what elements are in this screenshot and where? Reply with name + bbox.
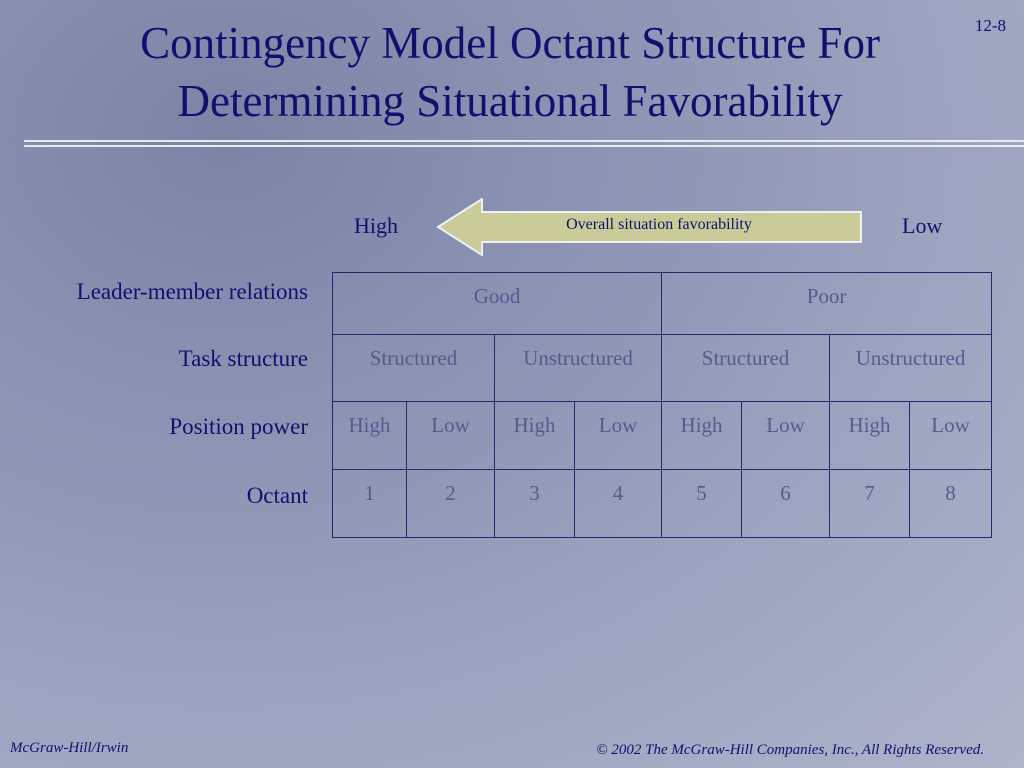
table-cell: Low bbox=[575, 402, 662, 470]
favorability-arrow-label: Overall situation favorability bbox=[566, 216, 752, 233]
table-cell: 6 bbox=[742, 470, 830, 538]
table-cell: 4 bbox=[575, 470, 662, 538]
title-line-2: Determining Situational Favorability bbox=[177, 76, 843, 126]
table-cell: Poor bbox=[662, 273, 992, 335]
table-cell: Structured bbox=[662, 335, 830, 402]
slide-title bbox=[30, 14, 990, 130]
table-cell: Structured bbox=[333, 335, 495, 402]
table-cell: 5 bbox=[662, 470, 742, 538]
footer-copyright: © 2002 The McGraw-Hill Companies, Inc., All Rights Reserved. bbox=[596, 742, 984, 758]
row-label-position-power: Position power bbox=[169, 414, 308, 439]
octant-table bbox=[332, 272, 992, 538]
favorability-low-label: Low bbox=[902, 213, 943, 238]
table-cell: Low bbox=[407, 402, 495, 470]
table-cell: High bbox=[830, 402, 910, 470]
row-label-leader-member: Leader-member relations bbox=[76, 279, 308, 304]
table-cell: 3 bbox=[495, 470, 575, 538]
table-cell: Unstructured bbox=[830, 335, 992, 402]
title-divider-bottom bbox=[24, 145, 1024, 147]
table-cell: 1 bbox=[333, 470, 407, 538]
table-row-leader-member bbox=[333, 273, 992, 335]
table-cell: High bbox=[333, 402, 407, 470]
row-label-task-structure: Task structure bbox=[178, 346, 308, 371]
table-cell: 7 bbox=[830, 470, 910, 538]
slide-number: 12-8 bbox=[974, 16, 1006, 35]
table-cell: 8 bbox=[910, 470, 992, 538]
table-cell: Good bbox=[333, 273, 662, 335]
row-label-octant: Octant bbox=[246, 483, 308, 508]
title-line-1: Contingency Model Octant Structure For bbox=[140, 18, 880, 68]
table-row-octant bbox=[333, 470, 992, 538]
table-row-position-power bbox=[333, 402, 992, 470]
table-cell: High bbox=[662, 402, 742, 470]
table-cell: 2 bbox=[407, 470, 495, 538]
title-divider-top bbox=[24, 140, 1024, 142]
table-cell: Low bbox=[742, 402, 830, 470]
table-cell: High bbox=[495, 402, 575, 470]
table-row-task-structure bbox=[333, 335, 992, 402]
footer-publisher: McGraw-Hill/Irwin bbox=[10, 740, 129, 756]
favorability-high-label: High bbox=[354, 213, 398, 238]
table-cell: Unstructured bbox=[495, 335, 662, 402]
table-cell: Low bbox=[910, 402, 992, 470]
